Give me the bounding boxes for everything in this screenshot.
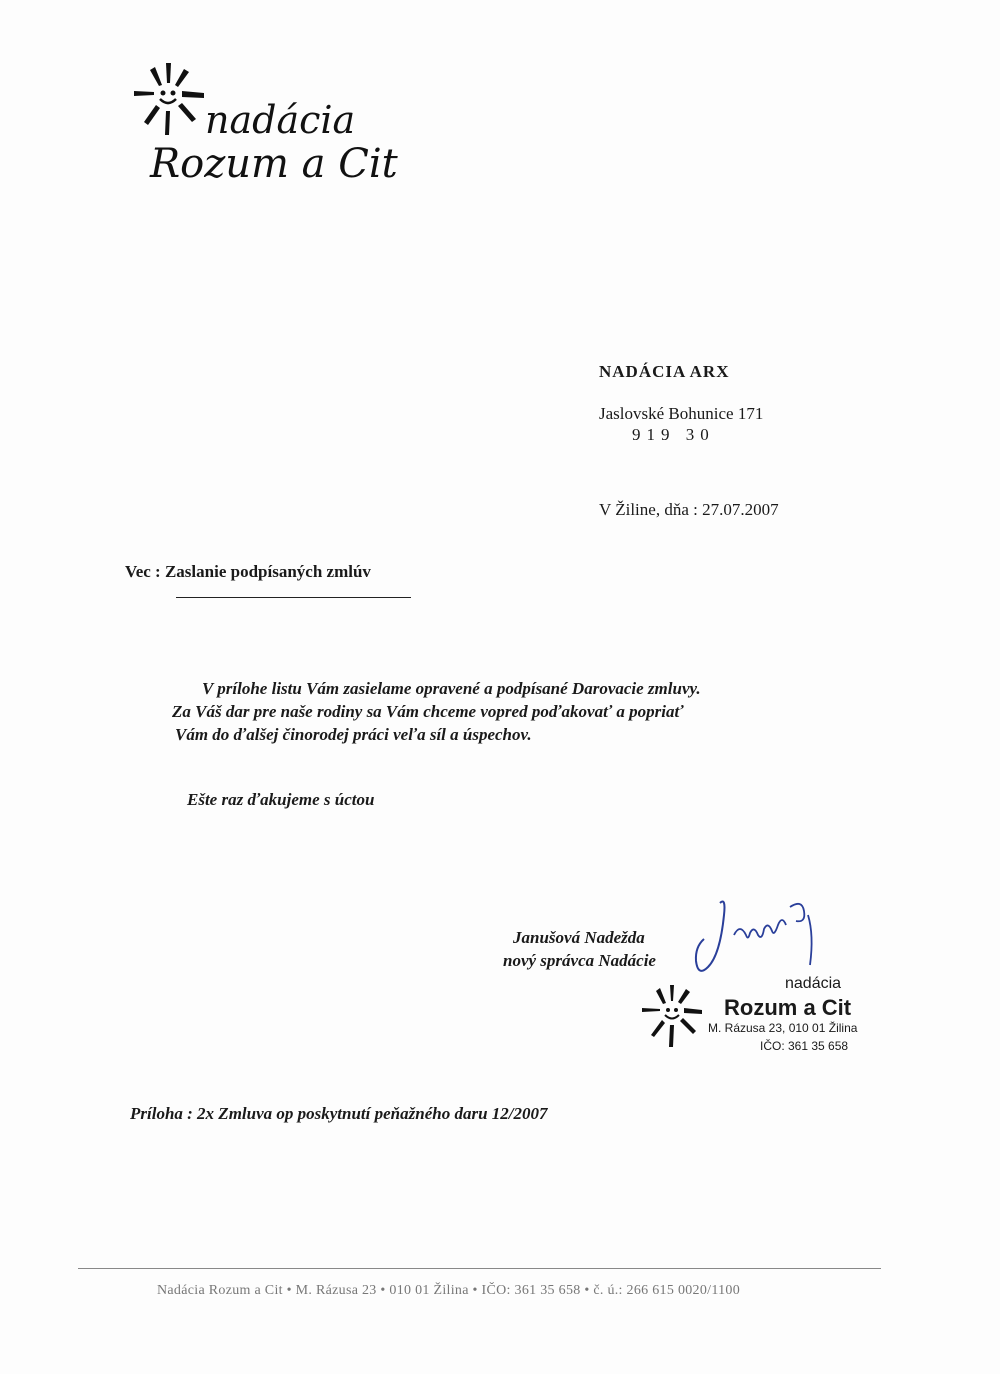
recipient-street: Jaslovské Bohunice 171 bbox=[599, 404, 764, 423]
handwritten-signature bbox=[690, 895, 830, 985]
letter-date: V Žiline, dňa : 27.07.2007 bbox=[599, 500, 779, 519]
stamp-title: Rozum a Cit bbox=[724, 995, 852, 1020]
recipient-block bbox=[599, 362, 899, 446]
stamp-ico: IČO: 361 35 658 bbox=[760, 1039, 849, 1053]
letter-subject: Vec : Zaslanie podpísaných zmlúv bbox=[125, 562, 371, 581]
signer-name: Janušová Nadežda bbox=[513, 928, 645, 947]
footer-address: Nadácia Rozum a Cit • M. Rázusa 23 • 010 01 Žilina • IČO: 361 35 658 • č. ú.: 266 615 0020/1100 bbox=[157, 1283, 741, 1298]
subject-underline bbox=[176, 597, 411, 598]
closing-line: Ešte raz ďakujeme s úctou bbox=[187, 790, 375, 809]
stamp-address: M. Rázusa 23, 010 01 Žilina bbox=[708, 1021, 858, 1035]
footer-divider bbox=[78, 1268, 881, 1269]
stamp-sun-icon bbox=[642, 985, 702, 1047]
attachment-note: Príloha : 2x Zmluva op poskytnutí peňažného daru 12/2007 bbox=[130, 1104, 548, 1123]
signer-role: nový správca Nadácie bbox=[503, 951, 656, 970]
logo-text-nadacia: nadácia bbox=[205, 98, 356, 142]
letterhead-logo bbox=[120, 55, 400, 190]
body-line-1: V prílohe listu Vám zasielame opravené a podpísané Darovacie zmluvy. bbox=[202, 679, 701, 698]
logo-text-rozum-a-cit: Rozum a Cit bbox=[150, 141, 398, 187]
sun-smiley-icon bbox=[134, 63, 204, 135]
stamp-name: nadácia bbox=[785, 975, 842, 992]
body-line-2: Za Váš dar pre naše rodiny sa Vám chceme vopred poďakovať a popriať bbox=[172, 702, 684, 721]
recipient-zip: 919 30 bbox=[632, 425, 715, 444]
recipient-name: NADÁCIA ARX bbox=[599, 362, 730, 381]
body-line-3: Vám do ďalšej činorodej práci veľa síl a úspechov. bbox=[175, 725, 532, 744]
